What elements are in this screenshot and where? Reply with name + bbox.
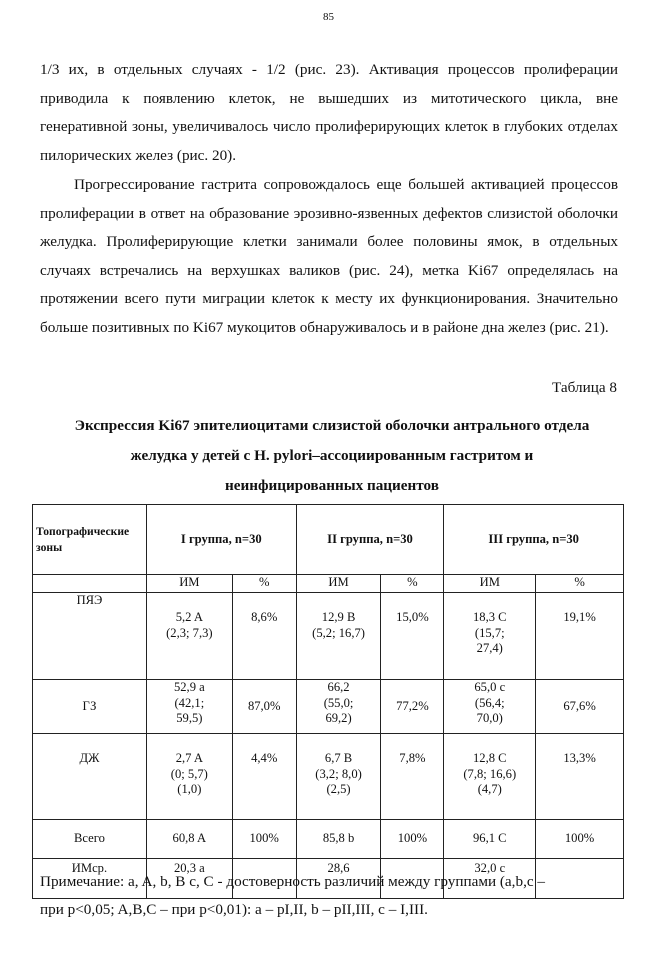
table-cell: 15,0% (381, 593, 444, 680)
table-cell: 100% (536, 820, 624, 859)
zone-cell: Всего (33, 820, 147, 859)
table-row (33, 820, 624, 859)
zone-cell: ГЗ (33, 680, 147, 734)
header-group-3: III группа, n=30 (444, 505, 624, 575)
table-cell: 19,1% (536, 593, 624, 680)
paragraph-2: Прогрессирование гастрита сопровождалось еще большей активацией процессов пролиферации в ответ на образование эрозивно-язвенных дефектов слизистой оболочки желудка. Пролиферирующие клетки занимали более половины ямок, в отдельных случаях встречались на верхушках валиков (рис. 24), метка Ki67 определялась на протяжении всего пути миграции клеток к месту их функционирования. Значительно больше позитивных по Ki67 мукоцитов обнаруживалось и в районе дна желез (рис. 21). (40, 176, 618, 336)
table-cell: 100% (381, 820, 444, 859)
note-line-2: при p<0,05; A,B,C – при p<0,01): a – pI,II, b – pII,III, c – I,III. (40, 901, 428, 918)
table-cell: 96,1 C (444, 820, 536, 859)
zone-cell: ДЖ (33, 734, 147, 820)
table-cell: 5,2 A (2,3; 7,3) (146, 593, 232, 680)
table-label: Таблица 8 (552, 379, 617, 396)
table-row (33, 680, 624, 734)
subheader-cell: ИМ (444, 575, 536, 593)
table-cell: 52,9 a (42,1; 59,5) (146, 680, 232, 734)
paragraph-1: 1/3 их, в отдельных случаях - 1/2 (рис. 23). Активация процессов пролиферации приводила к появлению клеток, не вышедших из митотического цикла, вне генеративной зоны, увеличивалось число пролиферирующих клеток в глубоких отделах пилорических желез (рис. 20). (40, 61, 618, 164)
table-cell: 32,0 c (444, 859, 536, 899)
table-cell: 12,9 B (5,2; 16,7) (296, 593, 381, 680)
subheader-empty (33, 575, 147, 593)
table-title-line-1: Экспрессия Ki67 эпителиоцитами слизистой оболочки антрального отдела (74, 417, 590, 434)
subheader-cell: ИМ (146, 575, 232, 593)
ki67-expression-table (32, 504, 624, 899)
table-cell: 18,3 C (15,7; 27,4) (444, 593, 536, 680)
table-cell: 6,7 B (3,2; 8,0) (2,5) (296, 734, 381, 820)
table-header-row (33, 505, 624, 575)
table-cell: 66,2 (55,0; 69,2) (296, 680, 381, 734)
table-cell: 20,3 a (146, 859, 232, 899)
table-cell: 77,2% (381, 680, 444, 734)
header-group-2: II группа, n=30 (296, 505, 444, 575)
table-cell: 7,8% (381, 734, 444, 820)
table-title (32, 411, 632, 501)
table-cell: 67,6% (536, 680, 624, 734)
subheader-cell: % (232, 575, 296, 593)
table-cell: 100% (232, 820, 296, 859)
table-cell: 28,6 (296, 859, 381, 899)
zone-cell: ИМср. (33, 859, 147, 899)
table-cell: 13,3% (536, 734, 624, 820)
table-title-line-2: желудка у детей с H. pylori–ассоциированным гастритом и (130, 447, 534, 464)
page-number: 85 (323, 11, 334, 23)
table-row (33, 593, 624, 680)
table-cell: 12,8 C (7,8; 16,6) (4,7) (444, 734, 536, 820)
table-cell: 87,0% (232, 680, 296, 734)
note-line-1: Примечание: a, A, b, B c, C - достоверность различий между группами (a,b,c – (40, 873, 545, 890)
header-group-1: I группа, n=30 (146, 505, 296, 575)
table-subheader-row (33, 575, 624, 593)
table-cell: 60,8 A (146, 820, 232, 859)
table-row (33, 734, 624, 820)
subheader-cell: % (536, 575, 624, 593)
subheader-cell: ИМ (296, 575, 381, 593)
table-cell: 4,4% (232, 734, 296, 820)
table-cell: 65,0 c (56,4; 70,0) (444, 680, 536, 734)
table-cell: 8,6% (232, 593, 296, 680)
subheader-cell: % (381, 575, 444, 593)
table-note (40, 868, 630, 924)
table-cell: 85,8 b (296, 820, 381, 859)
header-zone: Топографические зоны (33, 505, 147, 575)
zone-cell: ПЯЭ (33, 593, 147, 680)
table-title-line-3: неинфицированных пациентов (225, 477, 439, 494)
table-cell: 2,7 A (0; 5,7) (1,0) (146, 734, 232, 820)
